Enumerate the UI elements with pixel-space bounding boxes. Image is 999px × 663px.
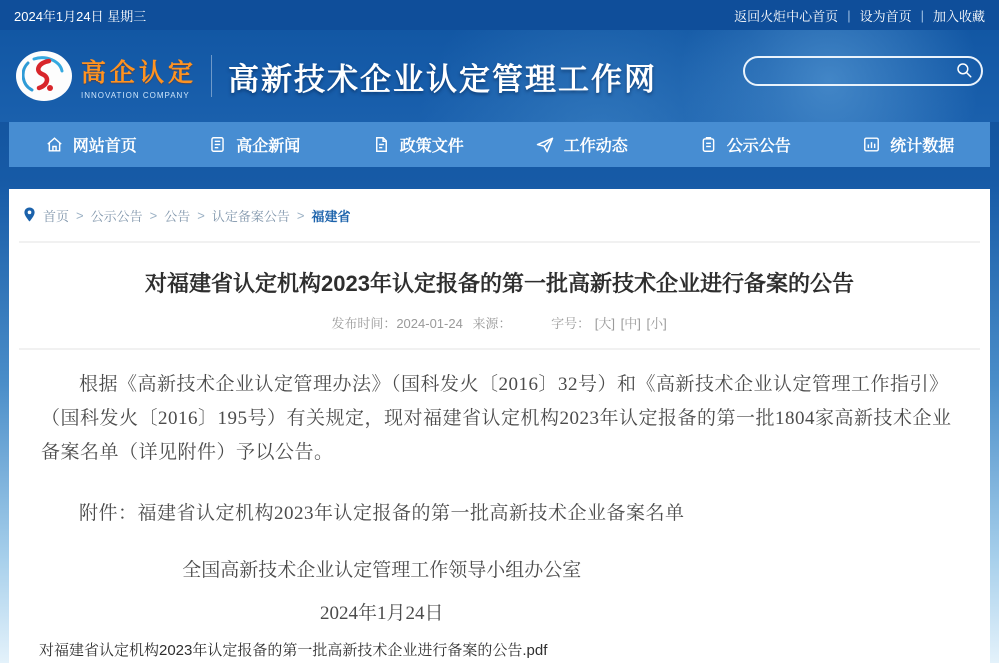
link-torch-center-home[interactable]: 返回火炬中心首页 [734,8,839,24]
breadcrumb-separator: > [197,208,205,223]
breadcrumb-separator: > [76,208,84,223]
fontsize-small-button[interactable]: [小] [646,316,667,331]
publish-date: 2024-01-24 [396,316,463,331]
signature-block [9,555,755,625]
nav-label: 统计数据 [890,138,955,155]
breadcrumb-fujian[interactable]: 福建省 [311,209,351,224]
logo-title: 高企认定 [81,58,198,87]
nav-label: 网站首页 [72,138,137,155]
logo-emblem-icon [16,51,72,101]
article-title: 对福建省认定机构2023年认定报备的第一批高新技术企业进行备案的公告 [145,271,854,296]
fontsize-label: 字号： [551,316,591,331]
announcement-icon [699,135,718,154]
separator-line [19,241,980,243]
nav-label: 工作动态 [563,138,628,155]
source-label: 来源： [472,316,512,331]
signature-org: 全国高新技术企业认定管理工作领导小组办公室 [182,560,582,581]
link-set-homepage[interactable]: 设为首页 [859,8,912,24]
top-link-separator: | [920,7,924,23]
search-button[interactable] [955,61,973,82]
nav-label: 高企新闻 [236,138,301,155]
site-logo[interactable] [16,51,197,101]
separator-line [19,348,980,350]
header-divider [211,55,212,97]
nav-label: 政策文件 [399,138,464,155]
policy-doc-icon [372,135,391,154]
site-header [0,30,999,122]
search-box [743,56,983,86]
breadcrumb [9,189,990,237]
home-icon [45,135,64,154]
site-title: 高新技术企业认定管理工作网 [228,61,658,97]
breadcrumb-filing-notice[interactable]: 认定备案公告 [211,209,290,224]
attachment-pdf-link[interactable]: 对福建省认定机构2023年认定报备的第一批高新技术企业进行备案的公告.pdf [39,642,548,659]
article-paragraph: 根据《高新技术企业认定管理办法》（国科发火〔2016〕32号）和《高新技术企业认定管理工作指引》（国科发火〔2016〕195号）有关规定，现对福建省认定机构2023年认定报备的第一批1804家高新技术企业备案名单（详见附件）予以公告。 [41,374,952,463]
breadcrumb-home[interactable]: 首页 [43,209,70,224]
main-nav [9,122,990,167]
fontsize-large-button[interactable]: [大] [594,316,615,331]
fontsize-medium-button[interactable]: [中] [620,316,641,331]
breadcrumb-notice[interactable]: 公告 [164,209,191,224]
nav-item-home[interactable] [9,122,173,167]
nav-item-policy[interactable] [336,122,500,167]
logo-text [81,53,197,100]
top-link-separator: | [847,7,851,23]
paper-plane-icon [535,135,555,155]
search-icon [955,61,973,82]
link-add-favorites[interactable]: 加入收藏 [932,8,985,24]
content-card [9,189,990,663]
breadcrumb-separator: > [296,208,305,223]
nav-item-announcements[interactable] [663,122,827,167]
breadcrumb-separator: > [149,208,158,223]
nav-label: 公示公告 [726,138,791,155]
nav-item-work-updates[interactable] [500,122,664,167]
logo-subtitle: INNOVATION COMPANY [81,90,190,100]
current-date: 2024年1月24日 星期三 [14,8,147,24]
attachment-reference-line: 附件：福建省认定机构2023年认定报备的第一批高新技术企业备案名单 [79,503,685,524]
location-pin-icon [23,207,36,225]
publish-time-label: 发布时间： [331,316,397,331]
nav-item-statistics[interactable] [827,122,991,167]
signature-date: 2024年1月24日 [320,603,444,624]
stats-chart-icon [862,135,881,154]
news-doc-icon [208,135,227,154]
search-input[interactable] [757,64,955,79]
nav-item-news[interactable] [173,122,337,167]
top-utility-bar [0,0,999,30]
article-meta [9,313,990,332]
breadcrumb-announcements[interactable]: 公示公告 [90,209,143,224]
top-links [734,6,985,25]
